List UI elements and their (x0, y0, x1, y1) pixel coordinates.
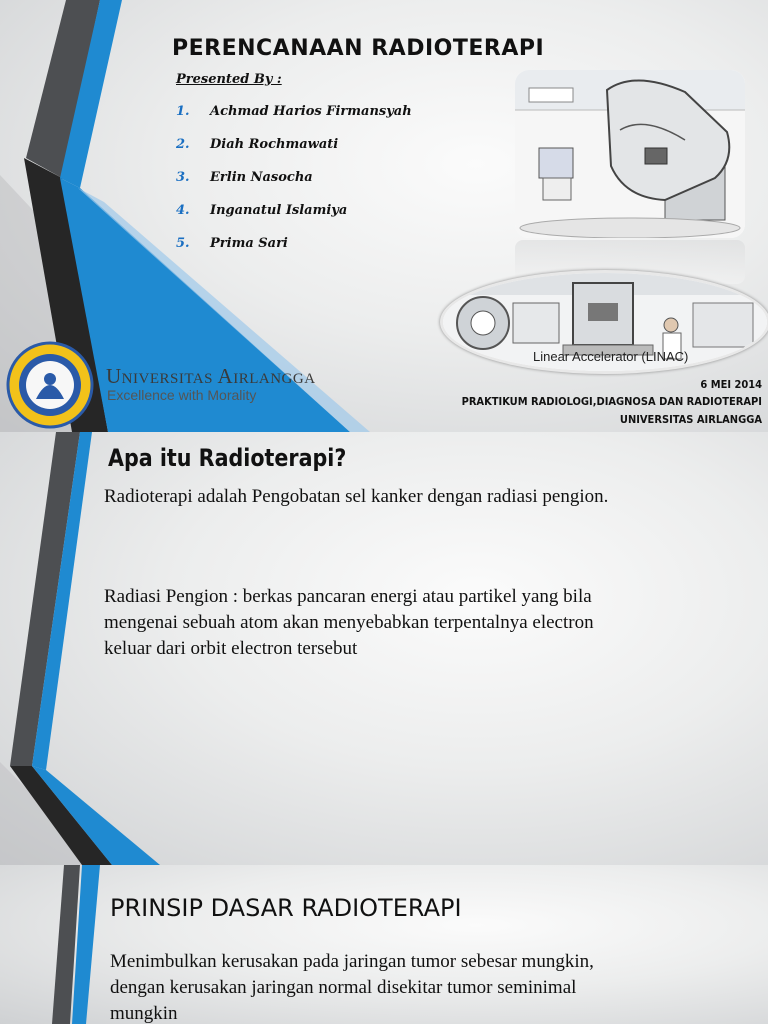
presenter-number: 3. (176, 170, 190, 185)
presenter-item (176, 104, 412, 137)
presenter-item (176, 137, 412, 170)
presented-by-label: Presented By : (176, 72, 282, 87)
content-slide-principle (0, 865, 768, 1024)
presenter-number: 5. (176, 236, 190, 251)
university-seal-icon (6, 341, 94, 429)
university-name: Universitas Airlangga (106, 364, 316, 388)
linac-photo (440, 270, 768, 374)
principle-paragraph: Menimbulkan kerusakan pada jaringan tumor sebesar mungkin, dengan kerusakan jaringan normal disekitar tumor seminimal mungkin (110, 951, 594, 1024)
presenter-name: Achmad Harios Firmansyah (210, 104, 412, 119)
institution-name: UNIVERSITAS AIRLANGGA (619, 413, 762, 426)
presenter-item (176, 236, 412, 269)
ionizing-radiation-paragraph: Radiasi Pengion : berkas pancaran energi atau partikel yang bila mengenai sebuah atom akan menyebabkan terpentalnya electron keluar dari orbit electron tersebut (104, 586, 594, 659)
presenter-number: 2. (176, 137, 190, 152)
slide-title: Apa itu Radioterapi? (108, 444, 347, 472)
slide-title: PERENCANAAN RADIOTERAPI (172, 36, 545, 61)
title-slide (0, 0, 768, 432)
content-slide-definition (0, 432, 768, 865)
presenter-name: Erlin Nasocha (210, 170, 313, 185)
presenter-name: Diah Rochmawati (210, 137, 339, 152)
slide-title: PRINSIP DASAR RADIOTERAPI (110, 894, 462, 922)
radiotherapy-machine-photo (515, 70, 745, 238)
presenter-number: 1. (176, 104, 190, 119)
presenter-name: Inganatul Islamiya (210, 203, 348, 218)
presenter-item (176, 203, 412, 236)
presenter-item (176, 170, 412, 203)
definition-paragraph: Radioterapi adalah Pengobatan sel kanker dengan radiasi pengion. (104, 486, 609, 507)
presenter-name: Prima Sari (210, 236, 288, 251)
university-motto: Excellence with Morality (107, 387, 257, 403)
presenter-number: 4. (176, 203, 190, 218)
presentation-date: 6 MEI 2014 (700, 378, 762, 391)
linac-photo-label: Linear Accelerator (LINAC) (533, 349, 689, 364)
course-name: PRAKTIKUM RADIOLOGI,DIAGNOSA DAN RADIOTERAPI (461, 395, 762, 408)
presenter-list (176, 104, 412, 269)
